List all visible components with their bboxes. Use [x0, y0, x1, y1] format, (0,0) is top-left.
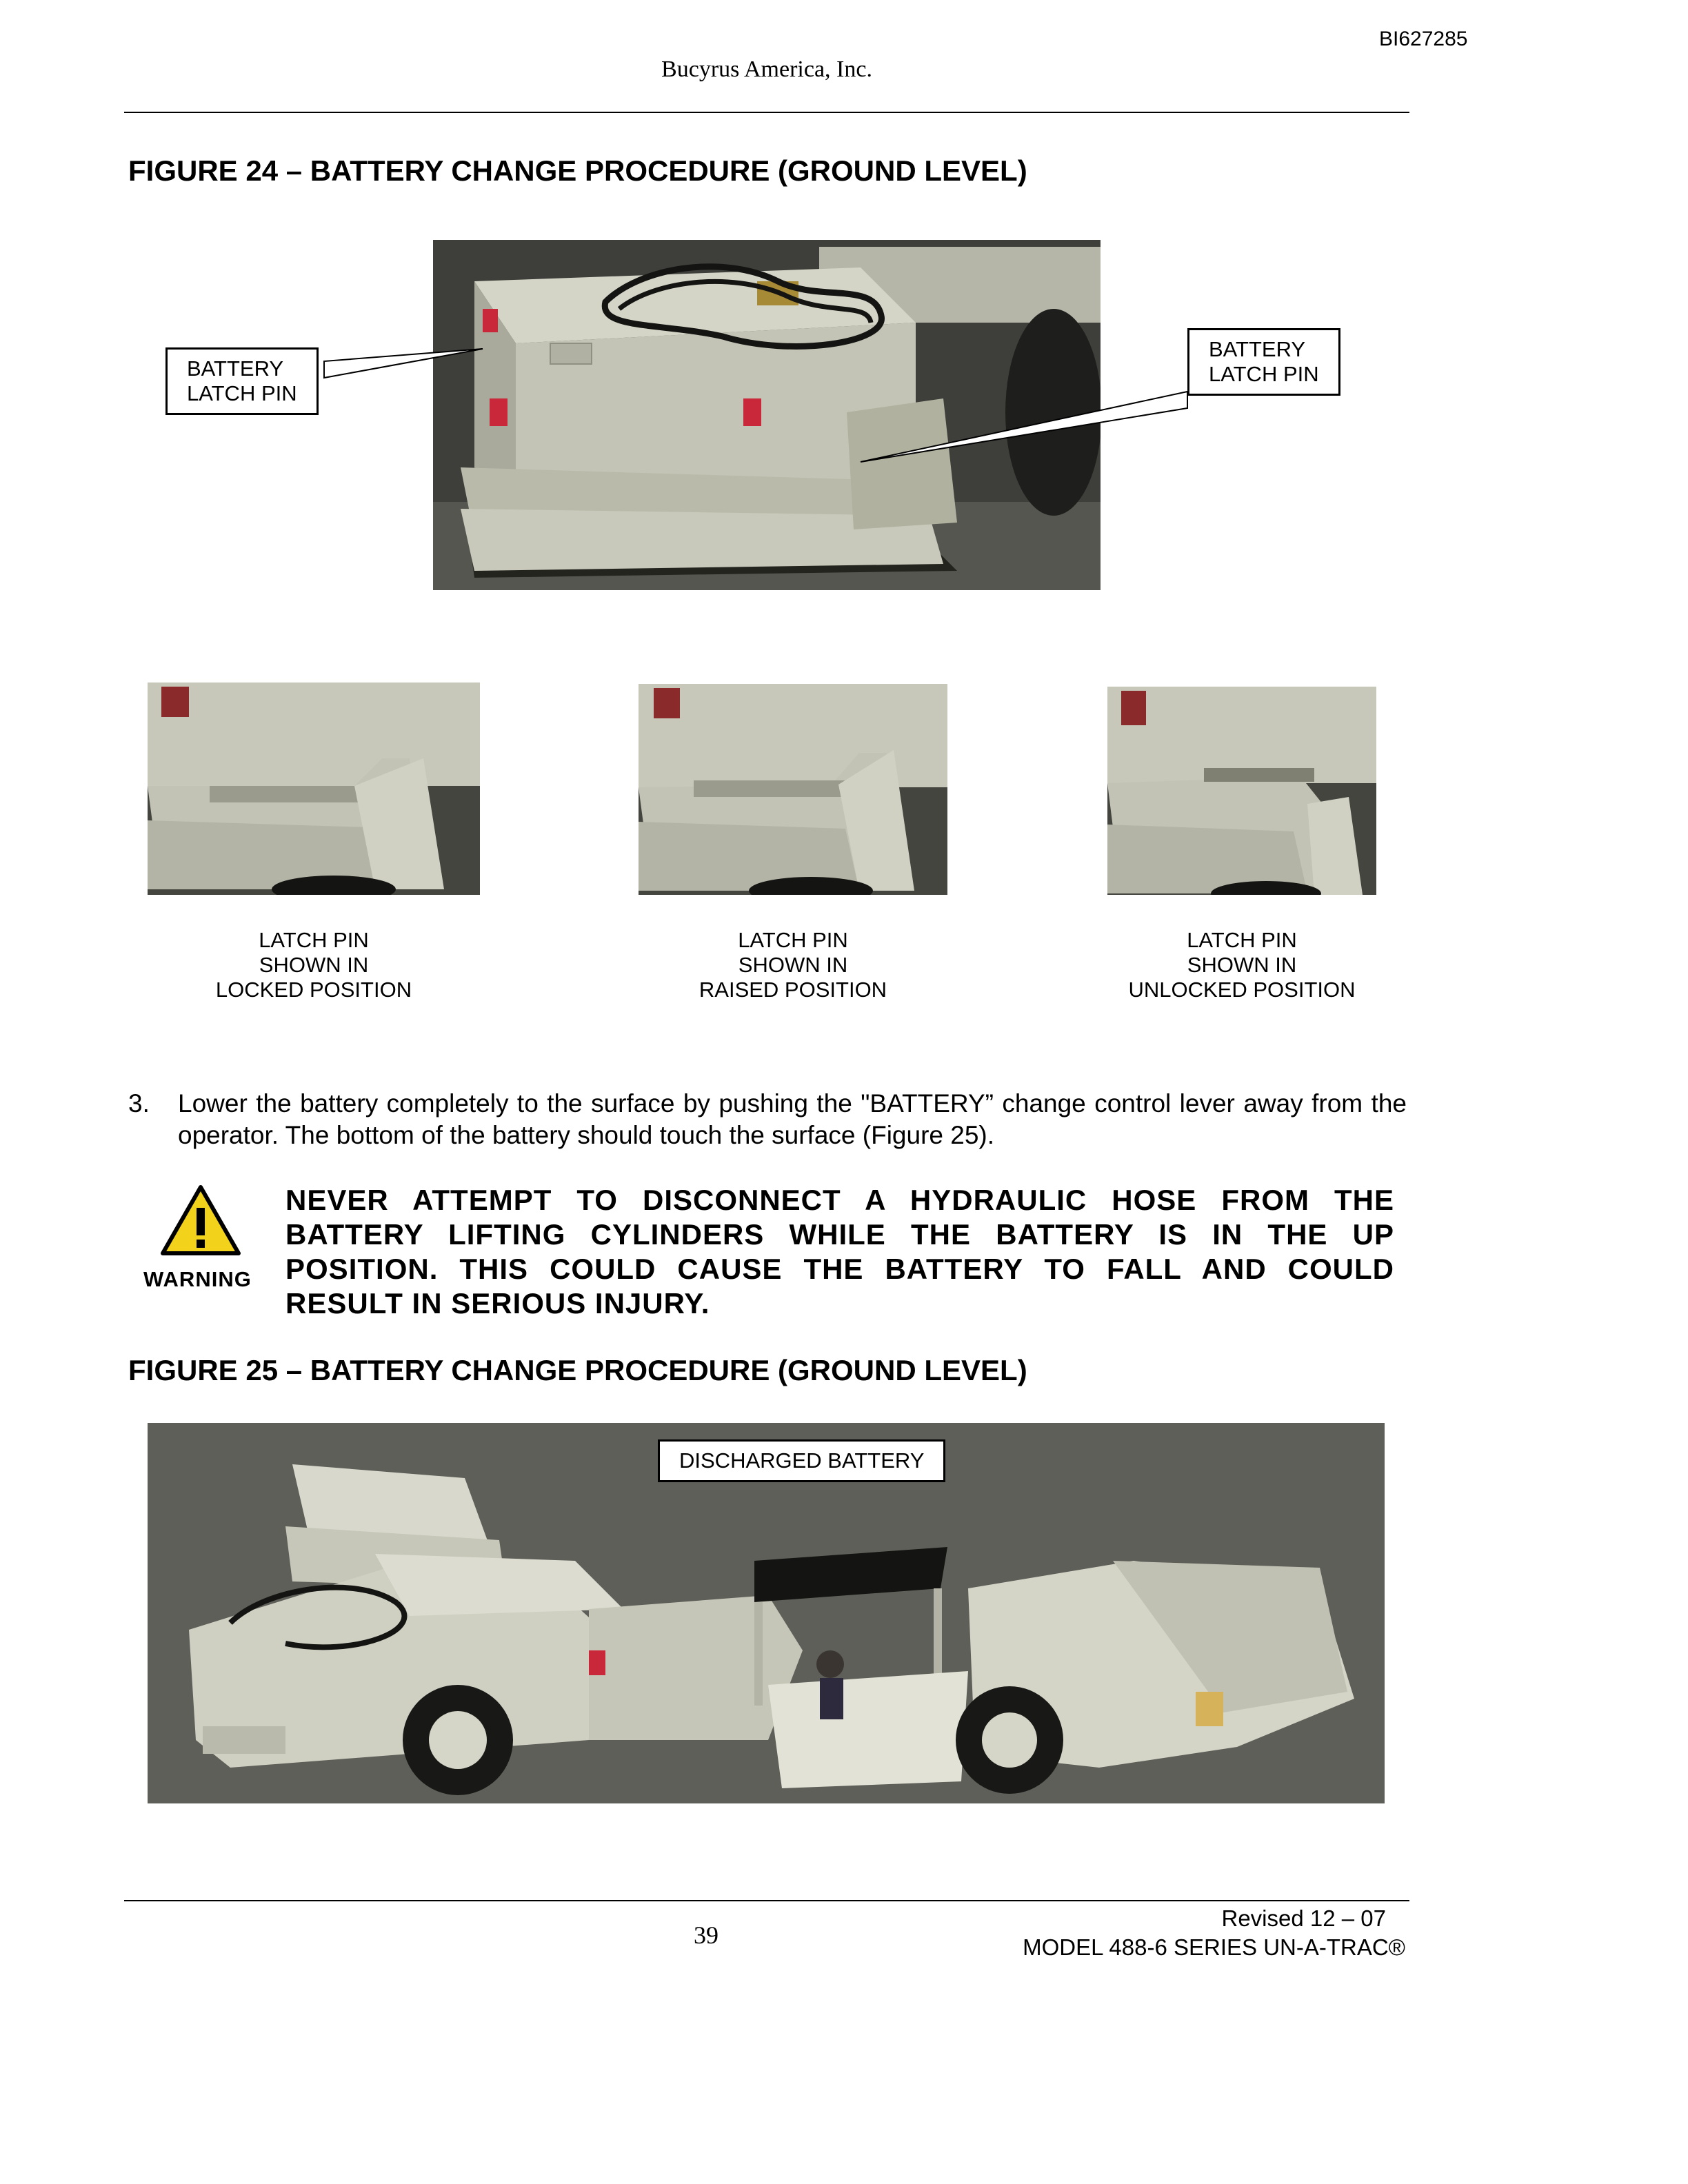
- latch-pin-unlocked-photo: [1107, 687, 1376, 895]
- revision-date: Revised 12 – 07: [1221, 1905, 1386, 1931]
- step-number: 3.: [128, 1089, 150, 1118]
- latch-pin-raised-photo: [639, 684, 947, 895]
- footer-rule: [124, 1900, 1409, 1901]
- figure-24-title: FIGURE 24 – BATTERY CHANGE PROCEDURE (GROUND LEVEL): [128, 154, 1027, 187]
- warning-text: NEVER ATTEMPT TO DISCONNECT A HYDRAULIC HOSE FROM THE BATTERY LIFTING CYLINDERS WHILE THE BATTERY IS IN THE UP POSITION. THIS COULD CAUSE THE BATTERY TO FALL AND COULD RESULT IN SERIOUS INJURY.: [285, 1184, 1394, 1320]
- callout-discharged-battery: DISCHARGED BATTERY: [658, 1439, 945, 1482]
- caption-locked-position: LATCH PIN SHOWN IN LOCKED POSITION: [215, 928, 412, 1002]
- callout-battery-latch-pin-left: BATTERY LATCH PIN: [165, 347, 319, 415]
- warning-label: WARNING: [143, 1267, 252, 1291]
- page-number: 39: [694, 1921, 719, 1949]
- document-id: BI627285: [1379, 28, 1468, 50]
- latch-pin-locked-photo: [148, 682, 480, 895]
- caption-unlocked-position: LATCH PIN SHOWN IN UNLOCKED POSITION: [1128, 928, 1356, 1002]
- company-name: Bucyrus America, Inc.: [661, 57, 872, 82]
- callout-battery-latch-pin-right: BATTERY LATCH PIN: [1187, 328, 1340, 396]
- step-3: [128, 1088, 1407, 1154]
- step-text: Lower the battery completely to the surface by pushing the "BATTERY” change control lever away from the operator. The bottom of the battery should touch the surface (Figure 25).: [178, 1089, 1407, 1149]
- caption-raised-position: LATCH PIN SHOWN IN RAISED POSITION: [699, 928, 887, 1002]
- figure-25-title: FIGURE 25 – BATTERY CHANGE PROCEDURE (GROUND LEVEL): [128, 1354, 1027, 1386]
- model-name: MODEL 488-6 SERIES UN-A-TRAC®: [1023, 1934, 1405, 1960]
- warning-triangle-icon: [160, 1184, 241, 1256]
